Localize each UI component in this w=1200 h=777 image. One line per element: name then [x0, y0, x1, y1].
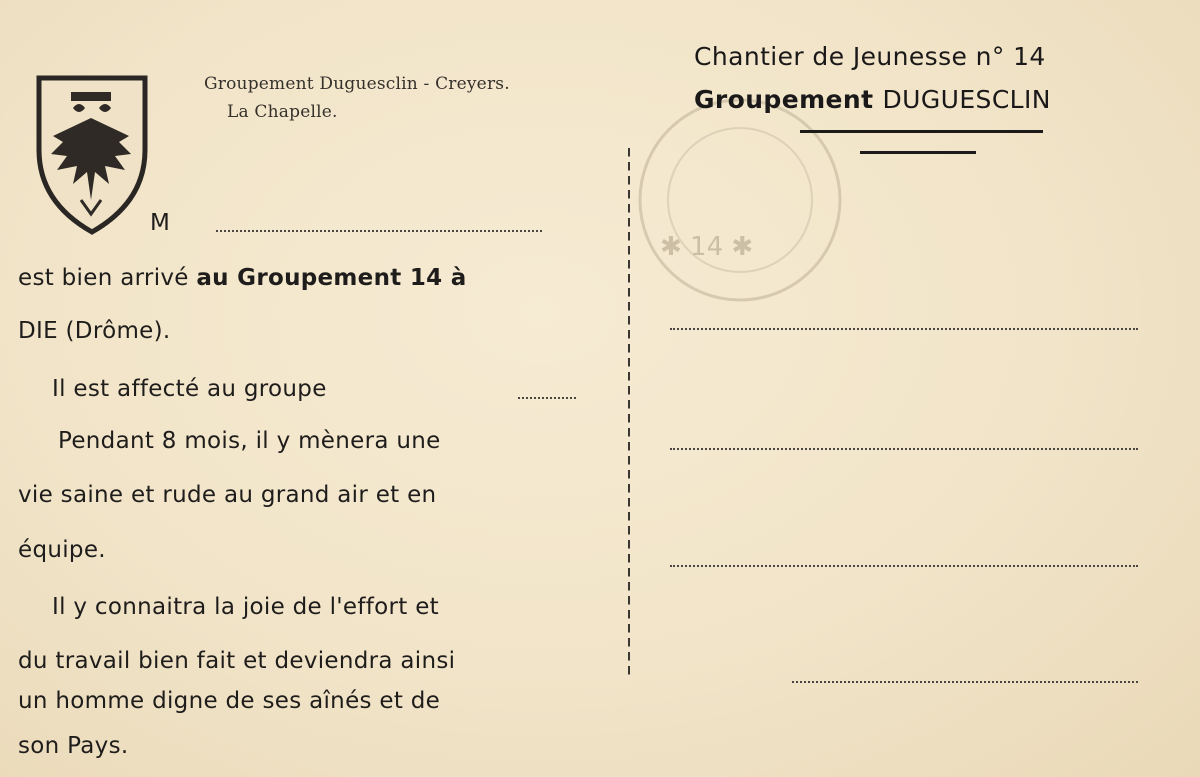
- address-title-line-2: [694, 85, 1051, 114]
- message-line-5: vie saine et rude au grand air et en: [18, 482, 437, 508]
- address-line-4[interactable]: [792, 681, 1138, 683]
- center-divider: [628, 148, 630, 676]
- address-line-3[interactable]: [670, 565, 1138, 567]
- message-line-3: Il est affecté au groupe: [52, 376, 327, 402]
- svg-text:✱ 14 ✱: ✱ 14 ✱: [660, 232, 754, 262]
- chapelle-header: La Chapelle.: [227, 102, 338, 122]
- message-line-10: son Pays.: [18, 733, 129, 759]
- postmark-stamp: [600, 90, 860, 310]
- message-line-1: [18, 265, 467, 291]
- message-line-2: DIE (Drôme).: [18, 318, 171, 344]
- recipient-name-line[interactable]: [216, 230, 542, 232]
- groupement-header: Groupement Duguesclin - Creyers.: [204, 74, 510, 94]
- message-line-6: équipe.: [18, 537, 106, 563]
- message-line-1b: au Groupement 14 à: [196, 265, 467, 291]
- address-line-2[interactable]: [670, 448, 1138, 450]
- title-underline-2: [860, 151, 976, 154]
- message-line-7: Il y connaitra la joie de l'effort et: [52, 594, 439, 620]
- address-title-line-2b: DUGUESCLIN: [882, 85, 1051, 114]
- recipient-prefix: M: [150, 210, 171, 236]
- message-line-9: un homme digne de ses aînés et de: [18, 688, 441, 714]
- groupe-number-line[interactable]: [518, 397, 576, 399]
- address-line-1[interactable]: [670, 328, 1138, 330]
- address-title-line-1: Chantier de Jeunesse n° 14: [694, 42, 1046, 71]
- message-line-4: Pendant 8 mois, il y mènera une: [58, 428, 441, 454]
- address-title-line-2a: Groupement: [694, 85, 883, 114]
- coat-of-arms-icon: [33, 72, 151, 238]
- message-line-1a: est bien arrivé: [18, 265, 197, 291]
- message-line-8: du travail bien fait et deviendra ainsi: [18, 648, 456, 674]
- title-underline-1: [800, 130, 1043, 133]
